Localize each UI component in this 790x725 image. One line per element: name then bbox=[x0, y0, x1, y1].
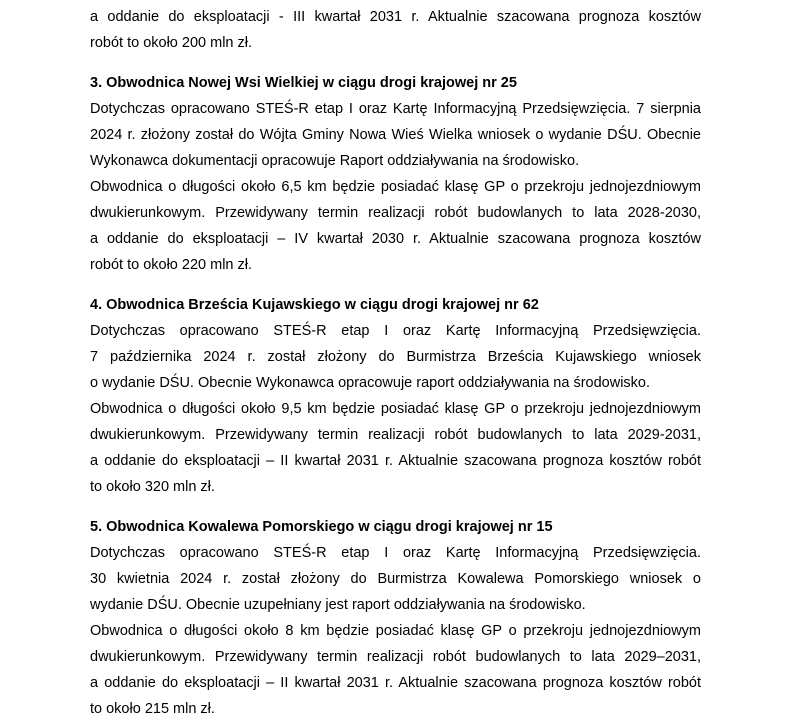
text-line: to około 215 mln zł. bbox=[90, 701, 215, 717]
text-line: robót to około 200 mln zł. bbox=[90, 35, 253, 51]
text-line: Dotychczas opracowano STEŚ-R etap I oraz Kartę Informacyjną Przedsięwzięcia. bbox=[90, 545, 701, 561]
paragraph bbox=[90, 540, 701, 618]
text-line: robót to około 220 mln zł. bbox=[90, 257, 253, 273]
text-line: o wydanie DŚU. Obecnie Wykonawca opracowuje raport oddziaływania na środowisko. bbox=[90, 375, 651, 391]
text-line: a oddanie do eksploatacji – IV kwartał 2030 r. Aktualnie szacowana prognoza kosztów bbox=[90, 231, 701, 247]
text-line: a oddanie do eksploatacji - III kwartał 2031 r. Aktualnie szacowana prognoza kosztów bbox=[90, 9, 701, 25]
section-heading: 4. Obwodnica Brześcia Kujawskiego w ciągu drogi krajowej nr 62 bbox=[90, 297, 539, 313]
text-line: Dotychczas opracowano STEŚ-R etap I oraz Kartę Informacyjną Przedsięwzięcia. bbox=[90, 323, 701, 339]
text-line: 30 kwietnia 2024 r. został złożony do Burmistrza Kowalewa Pomorskiego wniosek o bbox=[90, 571, 701, 587]
text-line: dwukierunkowym. Przewidywany termin realizacji robót budowlanych to lata 2028-2030, bbox=[90, 205, 701, 221]
text-line: Obwodnica o długości około 6,5 km będzie posiadać klasę GP o przekroju jednojezdniowym bbox=[90, 179, 701, 195]
text-line: Wykonawca dokumentacji opracowuje Raport oddziaływania na środowisko. bbox=[90, 153, 580, 169]
text-line: Obwodnica o długości około 8 km będzie posiadać klasę GP o przekroju jednojezdniowym bbox=[90, 623, 701, 639]
text-line: a oddanie do eksploatacji – II kwartał 2031 r. Aktualnie szacowana prognoza kosztów robót bbox=[90, 675, 701, 691]
document-content bbox=[90, 4, 701, 722]
section-heading: 3. Obwodnica Nowej Wsi Wielkiej w ciągu drogi krajowej nr 25 bbox=[90, 75, 517, 91]
paragraph bbox=[90, 96, 701, 174]
paragraph bbox=[90, 318, 701, 396]
paragraph bbox=[90, 396, 701, 500]
text-line: dwukierunkowym. Przewidywany termin realizacji robót budowlanych to lata 2029-2031, bbox=[90, 427, 701, 443]
paragraph bbox=[90, 4, 701, 56]
text-line: to około 320 mln zł. bbox=[90, 479, 215, 495]
text-line: wydanie DŚU. Obecnie uzupełniany jest raport oddziaływania na środowisko. bbox=[90, 597, 586, 613]
text-line: 7 października 2024 r. został złożony do Burmistrza Brześcia Kujawskiego wniosek bbox=[90, 349, 701, 365]
section-heading: 5. Obwodnica Kowalewa Pomorskiego w ciągu drogi krajowej nr 15 bbox=[90, 519, 553, 535]
text-line: Dotychczas opracowano STEŚ-R etap I oraz Kartę Informacyjną Przedsięwzięcia. 7 sierpnia bbox=[90, 101, 701, 117]
text-line: 2024 r. złożony został do Wójta Gminy Nowa Wieś Wielka wniosek o wydanie DŚU. Obecnie bbox=[90, 127, 701, 143]
paragraph bbox=[90, 618, 701, 722]
paragraph bbox=[90, 174, 701, 278]
text-line: a oddanie do eksploatacji – II kwartał 2031 r. Aktualnie szacowana prognoza kosztów robót bbox=[90, 453, 701, 469]
text-line: dwukierunkowym. Przewidywany termin realizacji robót budowlanych to lata 2029–2031, bbox=[90, 649, 701, 665]
text-line: Obwodnica o długości około 9,5 km będzie posiadać klasę GP o przekroju jednojezdniowym bbox=[90, 401, 701, 417]
